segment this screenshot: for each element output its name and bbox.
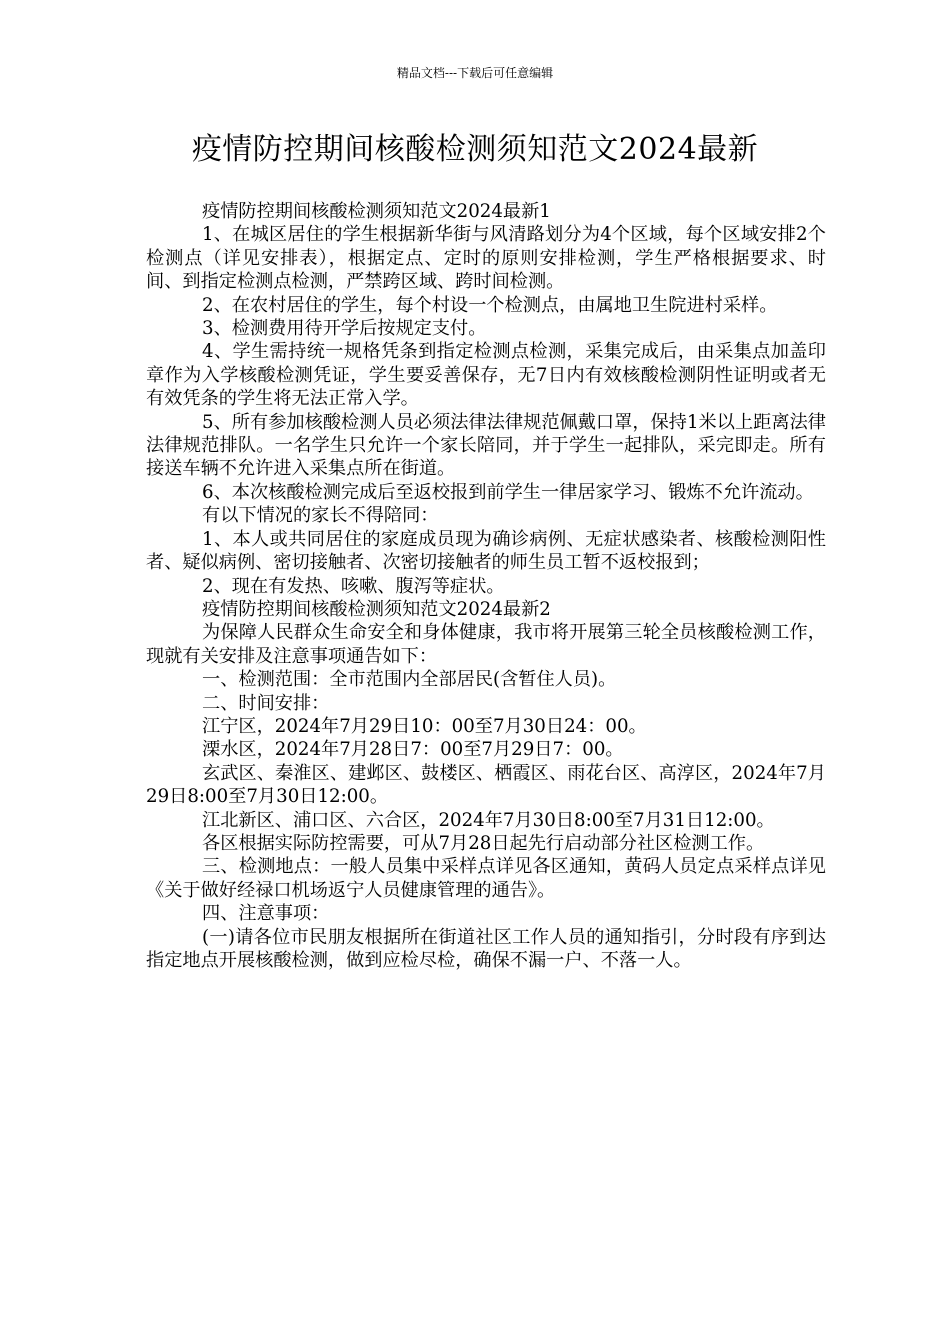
- document-title: 疫情防控期间核酸检测须知范文2024最新: [191, 132, 759, 167]
- paragraph: 1、本人或共同居住的家庭成员现为确诊病例、无症状感染者、核酸检测阳性者、疑似病例、密切接触者、次密切接触者的师生员工暂不返校报到；: [146, 528, 826, 574]
- paragraph: 3、检测费用待开学后按规定支付。: [202, 318, 487, 340]
- paragraph: 二、时间安排：: [202, 692, 330, 714]
- paragraph: 6、本次核酸检测完成后至返校报到前学生一律居家学习、锻炼不允许流动。: [202, 481, 814, 503]
- document-body: [146, 200, 826, 972]
- paragraph: 一、检测范围：全市范围内全部居民(含暂住人员)。: [202, 669, 617, 691]
- paragraph: 各区根据实际防控需要，可从7月28日起先行启动部分社区检测工作。: [202, 832, 765, 854]
- paragraph: 1、在城区居住的学生根据新华街与风清路划分为4个区域，每个区域安排2个检测点（详见安排表），根据定点、定时的原则安排检测，学生严格根据要求、时间、到指定检测点检测，严禁跨区域、跨时间检测。: [146, 224, 826, 293]
- section-heading-2: 疫情防控期间核酸检测须知范文2024最新2: [202, 598, 551, 620]
- paragraph: 4、学生需持统一规格凭条到指定检测点检测，采集完成后，由采集点加盖印章作为入学核酸检测凭证，学生要妥善保存，无7日内有效核酸检测阴性证明或者无有效凭条的学生将无法正常入学。: [146, 341, 826, 410]
- paragraph: 江宁区，2024年7月29日10：00至7月30日24：00。: [202, 715, 647, 737]
- paragraph: 2、现在有发热、咳嗽、腹泻等症状。: [202, 575, 505, 597]
- paragraph: 玄武区、秦淮区、建邺区、鼓楼区、栖霞区、雨花台区、高淳区，2024年7月29日8:00至7月30日12:00。: [146, 762, 826, 808]
- paragraph: 三、检测地点：一般人员集中采样点详见各区通知，黄码人员定点采样点详见《关于做好经禄口机场返宁人员健康管理的通告》。: [146, 856, 826, 901]
- paragraph: 5、所有参加核酸检测人员必须法律法律规范佩戴口罩，保持1米以上距离法律法律规范排队。一名学生只允许一个家长陪同，并于学生一起排队，采完即走。所有接送车辆不允许进入采集点所在街道。: [146, 411, 826, 480]
- page-header: 精品文档---下载后可任意编辑: [396, 66, 554, 80]
- paragraph: 2、在农村居住的学生，每个村设一个检测点，由属地卫生院进村采样。: [202, 294, 778, 316]
- paragraph: 为保障人民群众生命安全和身体健康，我市将开展第三轮全员核酸检测工作，现就有关安排及注意事项通告如下：: [146, 622, 826, 667]
- paragraph: (一)请各位市民朋友根据所在街道社区工作人员的通知指引，分时段有序到达指定地点开展核酸检测，做到应检尽检，确保不漏一户、不落一人。: [146, 926, 826, 971]
- paragraph: 有以下情况的家长不得陪同：: [202, 505, 439, 527]
- paragraph: 江北新区、浦口区、六合区，2024年7月30日8:00至7月31日12:00。: [202, 809, 775, 831]
- paragraph: 溧水区，2024年7月28日7：00至7月29日7：00。: [202, 739, 624, 761]
- section-heading-1: 疫情防控期间核酸检测须知范文2024最新1: [202, 201, 551, 222]
- paragraph: 四、注意事项：: [202, 903, 330, 925]
